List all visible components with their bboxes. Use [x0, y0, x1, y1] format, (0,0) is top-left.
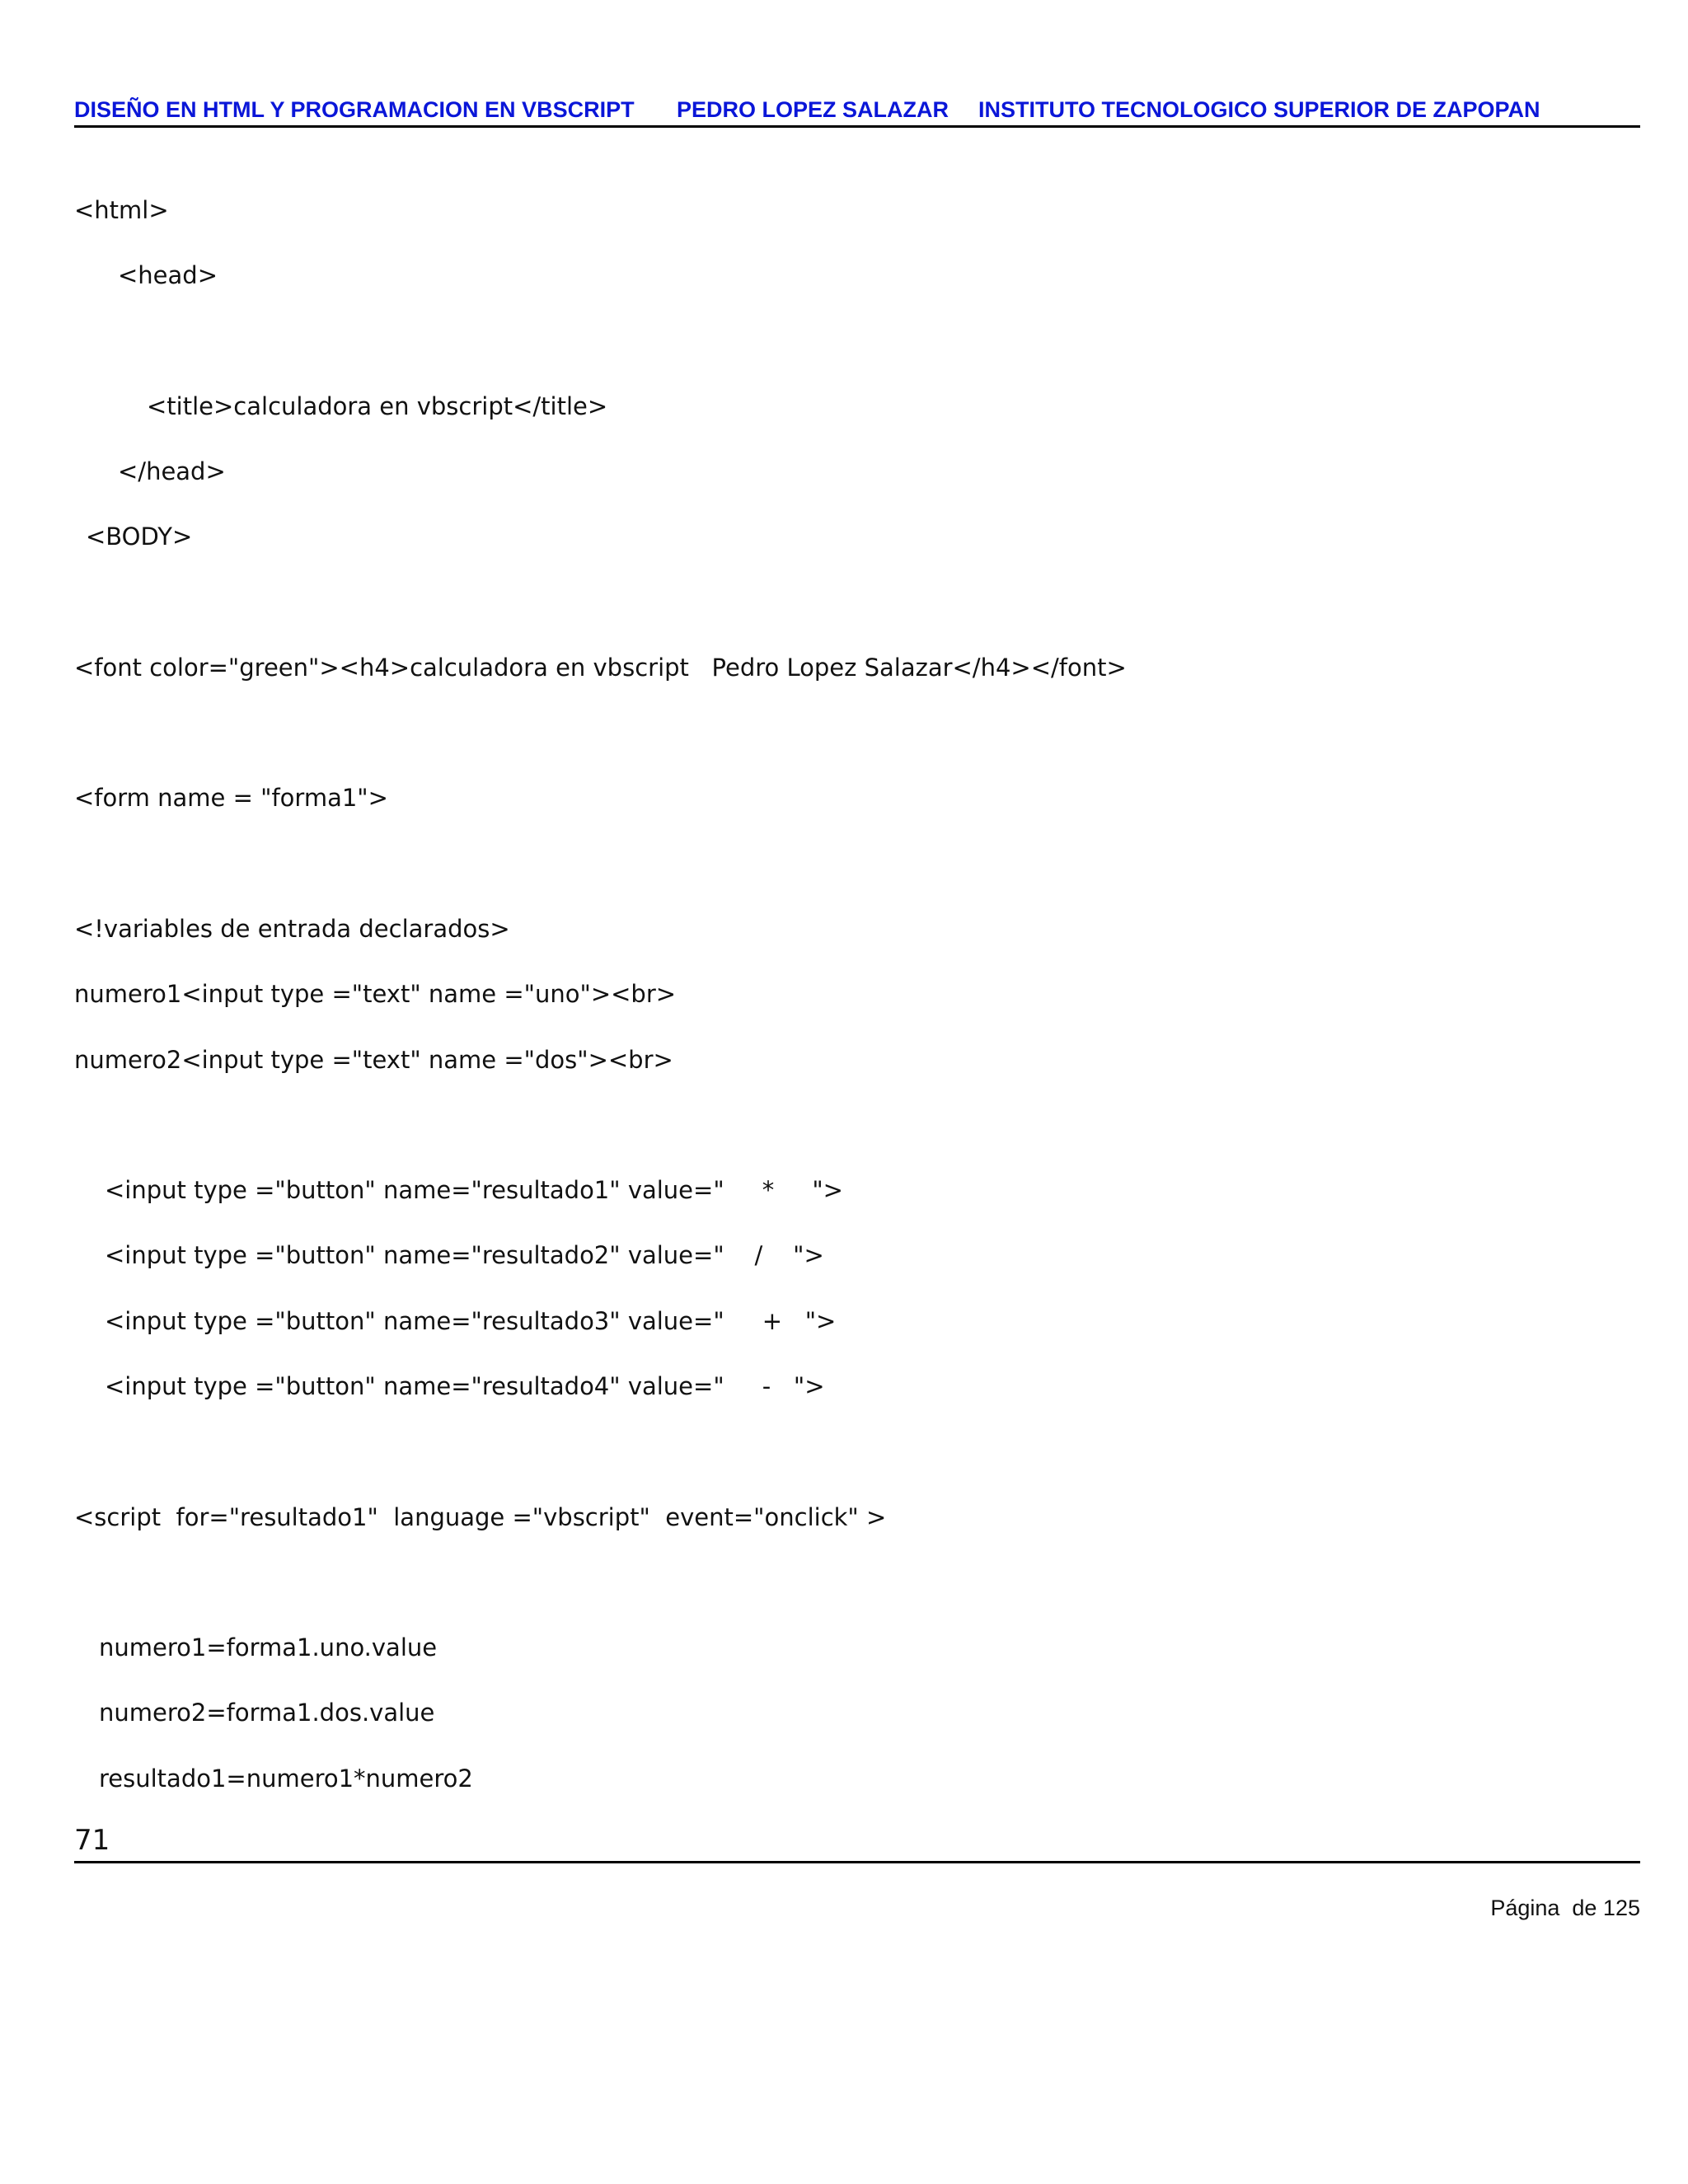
code-line: numero1=forma1.uno.value	[99, 1633, 438, 1661]
code-line: <!variables de entrada declarados>	[74, 915, 510, 943]
code-line: numero2<input type ="text" name ="dos"><br>	[74, 1046, 673, 1074]
header-author: PEDRO LOPEZ SALAZAR	[677, 97, 950, 122]
code-line: <head>	[118, 261, 218, 289]
header-rule	[74, 125, 1640, 128]
code-line: <font color="green"><h4>calculadora en vbscript Pedro Lopez Salazar</h4></font>	[74, 654, 1127, 682]
code-line: <input type ="button" name="resultado1" value=" * ">	[105, 1176, 843, 1204]
code-line: <input type ="button" name="resultado3" value=" + ">	[105, 1307, 837, 1335]
code-line: <html>	[74, 196, 169, 224]
code-line: <input type ="button" name="resultado2" value=" / ">	[105, 1241, 824, 1269]
footer-rule	[74, 1861, 1640, 1863]
code-line: <form name = "forma1">	[74, 784, 388, 812]
code-line: <input type ="button" name="resultado4" value=" - ">	[105, 1372, 825, 1400]
code-line: resultado1=numero1*numero2	[99, 1765, 473, 1793]
code-line: numero1<input type ="text" name ="uno"><br>	[74, 980, 677, 1008]
code-line: <script for="resultado1" language ="vbscript" event="onclick" >	[74, 1503, 887, 1531]
header-institution: INSTITUTO TECNOLOGICO SUPERIOR DE ZAPOPAN	[978, 97, 1540, 122]
code-line: <BODY>	[86, 523, 193, 551]
code-line: <title>calculadora en vbscript</title>	[147, 392, 608, 420]
page-footer: Página de 125	[1490, 1896, 1640, 1920]
code-line: numero2=forma1.dos.value	[99, 1699, 435, 1727]
code-line: </head>	[118, 457, 226, 485]
page-header	[74, 97, 1640, 127]
header-title: DISEÑO EN HTML Y PROGRAMACION EN VBSCRIPT	[74, 97, 635, 122]
page-number: 71	[74, 1824, 110, 1857]
